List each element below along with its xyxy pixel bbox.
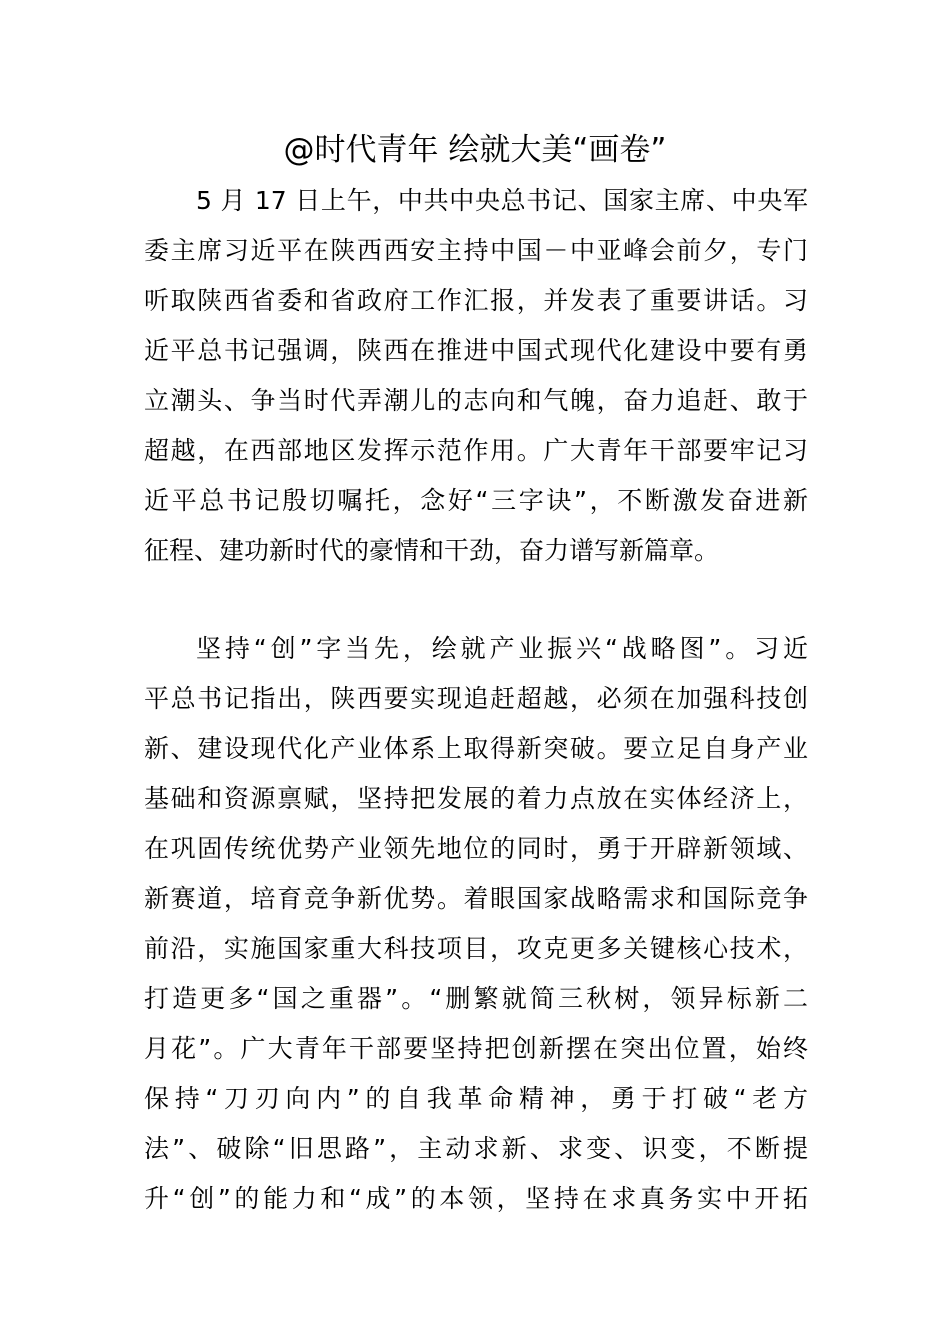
text-line: 保持“刀刃向内”的自我革命精神，勇于打破“老方 (144, 1084, 808, 1113)
text-line: 委主席习近平在陕西西安主持中国－中亚峰会前夕，专门 (144, 236, 808, 265)
paragraph-intro (144, 176, 808, 576)
text-line: 超越，在西部地区发挥示范作用。广大青年干部要牢记习 (144, 436, 808, 465)
text-line: 平总书记指出，陕西要实现追赶超越，必须在加强科技创 (144, 684, 808, 713)
text-line: 升“创”的能力和“成”的本领，坚持在求真务实中开拓 (144, 1184, 808, 1213)
text-line: 基础和资源禀赋，坚持把发展的着力点放在实体经济上， (144, 784, 808, 813)
text-line: 打造更多“国之重器”。“删繁就简三秋树，领异标新二 (144, 984, 808, 1013)
text-line: 月花”。广大青年干部要坚持把创新摆在突出位置，始终 (144, 1034, 808, 1063)
text-line: 在巩固传统优势产业领先地位的同时，勇于开辟新领域、 (144, 834, 808, 863)
paragraph-innovation (144, 624, 808, 1224)
text-line: 征程、建功新时代的豪情和干劲，奋力谱写新篇章。 (144, 536, 720, 565)
text-line: 听取陕西省委和省政府工作汇报，并发表了重要讲话。习 (144, 286, 808, 315)
text-line: 近平总书记殷切嘱托，念好“三字诀”，不断激发奋进新 (144, 486, 808, 515)
text-line: 法”、破除“旧思路”，主动求新、求变、识变，不断提 (144, 1134, 808, 1163)
text-line: 前沿，实施国家重大科技项目，攻克更多关键核心技术， (144, 934, 808, 963)
text-line: 新、建设现代化产业体系上取得新突破。要立足自身产业 (144, 734, 808, 763)
text-line: 5 月 17 日上午，中共中央总书记、国家主席、中央军 (196, 186, 808, 215)
text-line: 新赛道，培育竞争新优势。着眼国家战略需求和国际竞争 (144, 884, 808, 913)
text-line: 近平总书记强调，陕西在推进中国式现代化建设中要有勇 (144, 336, 808, 365)
document-title: @时代青年 绘就大美“画卷” (283, 132, 667, 168)
text-line: 坚持“创”字当先，绘就产业振兴“战略图”。习近 (196, 634, 808, 663)
text-line: 立潮头、争当时代弄潮儿的志向和气魄，奋力追赶、敢于 (144, 386, 808, 415)
